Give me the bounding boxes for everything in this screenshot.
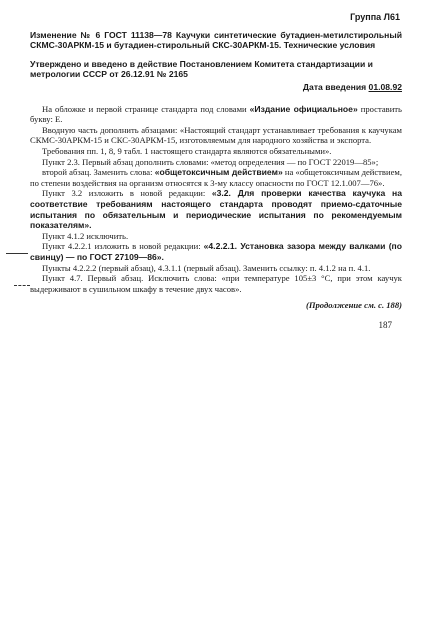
paragraph-8: Пункт 4.2.2.1 изложить в новой редакции: «4.2.2.1. Установка зазора между валками (по свинцу) — по ГОСТ 27109—86». <box>30 241 402 262</box>
paragraph-1: На обложке и первой странице стандарта под словами «Издание официальное» проставить букву: Е. <box>30 103 402 125</box>
paragraph-5: второй абзац. Заменить слова: «общетоксичным действием» на «общетоксичным действием, по степени воздействия на организм относятся к 3-му классу опасности по ГОСТ 12.1.007—76». <box>30 167 402 188</box>
paragraph-3: Требования пп. 1, 8, 9 табл. 1 настоящего стандарта являются обязательными». <box>42 146 332 156</box>
amendment-body <box>30 104 402 295</box>
introduction-date-value: 01.08.92 <box>368 81 402 92</box>
paragraph-9: Пункты 4.2.2.2 (первый абзац), 4.3.1.1 (первый абзац). Заменить ссылку: п. 4.1.2 на п. 4.1. <box>42 262 371 273</box>
paragraph-2: Вводную часть дополнить абзацами: «Настоящий стандарт устанавливает требования к каучукам СКМС-30АРКМ-15 и СКС-30АРКМ-15, изготовляемым для народного хозяйства и экспорта. <box>30 124 402 146</box>
introduction-date-label: Дата введения <box>302 81 367 92</box>
continuation-note: (Продолжение см. с. 188) <box>305 300 402 311</box>
margin-mark <box>14 285 30 286</box>
paragraph-6: Пункт 3.2 изложить в новой редакции: «3.2. Для проверки качества каучука на соответствие требованиям настоящего стандарта проводят приемо-сдаточные испытания по обязательным и периодические испытания по рекомендуемым показателям». <box>30 188 402 231</box>
paragraph-7: Пункт 4.1.2 исключить. <box>42 230 129 241</box>
group-code: Группа Л61 <box>350 12 400 22</box>
introduction-date <box>30 82 402 92</box>
document-page <box>30 12 402 330</box>
amendment-title: Изменение № 6 ГОСТ 11138—78 Каучуки синтетические бутадиен-метилстирольный СКМС-30АРКМ-15 и бутадиен-стирольный СКС-30АРКМ-15. Технические условия <box>30 30 402 51</box>
approval-statement: Утверждено и введено в действие Постановлением Комитета стандартизации и метрологии СССР от 26.12.91 № 2165 <box>30 58 373 80</box>
paragraph-10: Пункт 4.7. Первый абзац. Исключить слова: «при температуре 105±3 °С, при этом каучук выдерживают в сушильном шкафу в течение двух часов». <box>30 273 402 294</box>
page-number: 187 <box>378 320 392 331</box>
paragraph-4: Пункт 2.3. Первый абзац дополнить словами: «метод определения — по ГОСТ 22019—85»; <box>42 156 379 167</box>
margin-mark <box>6 253 28 254</box>
